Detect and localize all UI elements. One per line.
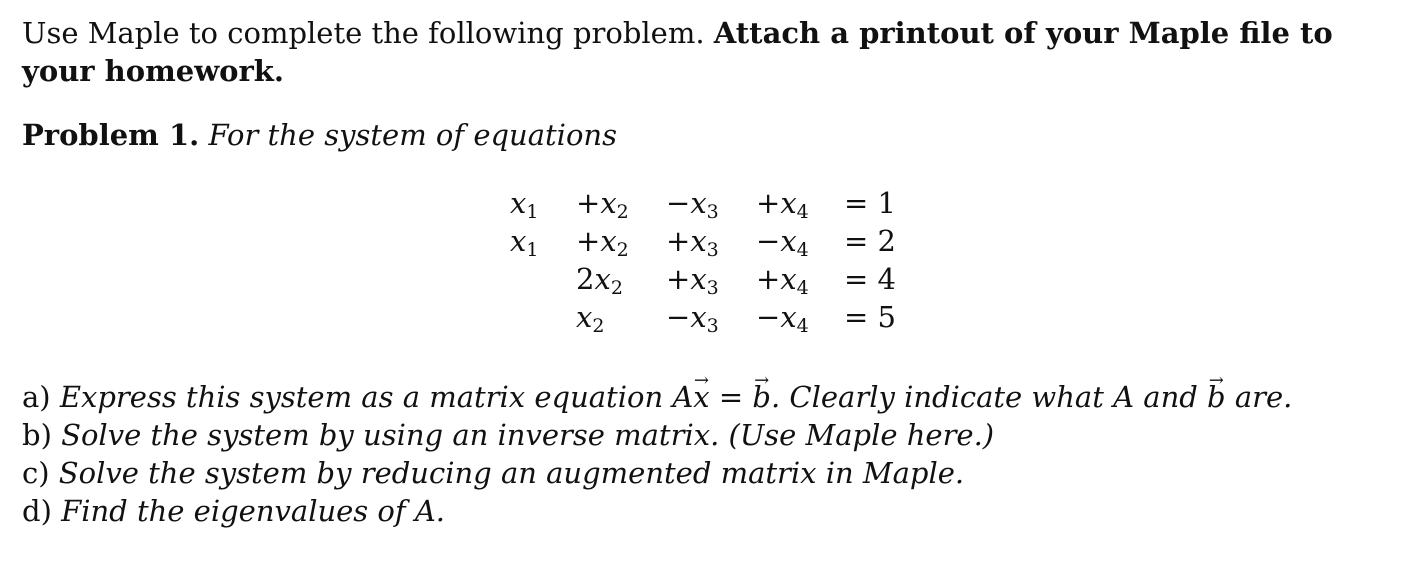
term-x4: $+x_4$ xyxy=(756,186,809,223)
instructions-plain: Use Maple to complete the following problem. xyxy=(22,16,705,50)
term-x3: $-x_3$ xyxy=(666,300,719,337)
part-b-text: Solve the system by using an inverse matrix. (Use Maple here.) xyxy=(61,418,995,452)
document xyxy=(22,14,1398,154)
problem-parts xyxy=(22,378,1292,530)
instructions-bold: Attach a printout of your Maple file to your homework. xyxy=(22,16,1333,88)
part-a-and: and xyxy=(1143,380,1198,414)
term-x2: $x_2$ xyxy=(576,300,605,337)
part-c-letter: c) xyxy=(22,456,50,490)
term-x2: $+x_2$ xyxy=(576,186,629,223)
vector-b-symbol-2: → b xyxy=(1207,378,1226,416)
equals-sign: = xyxy=(718,380,744,414)
term-x3: $+x_3$ xyxy=(666,224,719,261)
term-x4: $+x_4$ xyxy=(756,262,809,299)
instructions xyxy=(22,14,1398,90)
part-b xyxy=(22,416,1292,454)
part-a-text-2: . Clearly indicate what xyxy=(770,380,1104,414)
term-x1: $x_1$ xyxy=(510,186,539,223)
matrix-a-symbol: A xyxy=(672,380,694,414)
vector-x-symbol: → x xyxy=(693,378,709,416)
part-c-text: Solve the system by reducing an augmented matrix in Maple. xyxy=(58,456,965,490)
term-x3: $+x_3$ xyxy=(666,262,719,299)
part-d-text: Find the eigenvalues of A. xyxy=(61,494,445,528)
term-x2: $2x_2$ xyxy=(576,262,623,299)
equation-rhs: = 5 xyxy=(844,300,896,334)
equation-rhs: = 2 xyxy=(844,224,896,258)
equation-rhs: = 1 xyxy=(844,186,896,220)
term-x2: $+x_2$ xyxy=(576,224,629,261)
term-x4: $-x_4$ xyxy=(756,300,809,337)
part-c xyxy=(22,454,1292,492)
term-x3: $-x_3$ xyxy=(666,186,719,223)
part-a xyxy=(22,378,1292,416)
problem-statement: For the system of equations xyxy=(208,118,617,152)
part-a-text: Express this system as a matrix equation xyxy=(59,380,664,414)
problem-label: Problem 1. xyxy=(22,118,200,152)
problem-heading xyxy=(22,116,1398,154)
equation-rhs: = 4 xyxy=(844,262,896,296)
part-d xyxy=(22,492,1292,530)
part-b-letter: b) xyxy=(22,418,52,452)
vector-b-symbol: → b xyxy=(752,378,771,416)
part-d-letter: d) xyxy=(22,494,52,528)
part-a-letter: a) xyxy=(22,380,51,414)
part-a-text-3: are. xyxy=(1234,380,1293,414)
matrix-a-symbol-2: A xyxy=(1113,380,1135,414)
term-x1: $x_1$ xyxy=(510,224,539,261)
term-x4: $-x_4$ xyxy=(756,224,809,261)
